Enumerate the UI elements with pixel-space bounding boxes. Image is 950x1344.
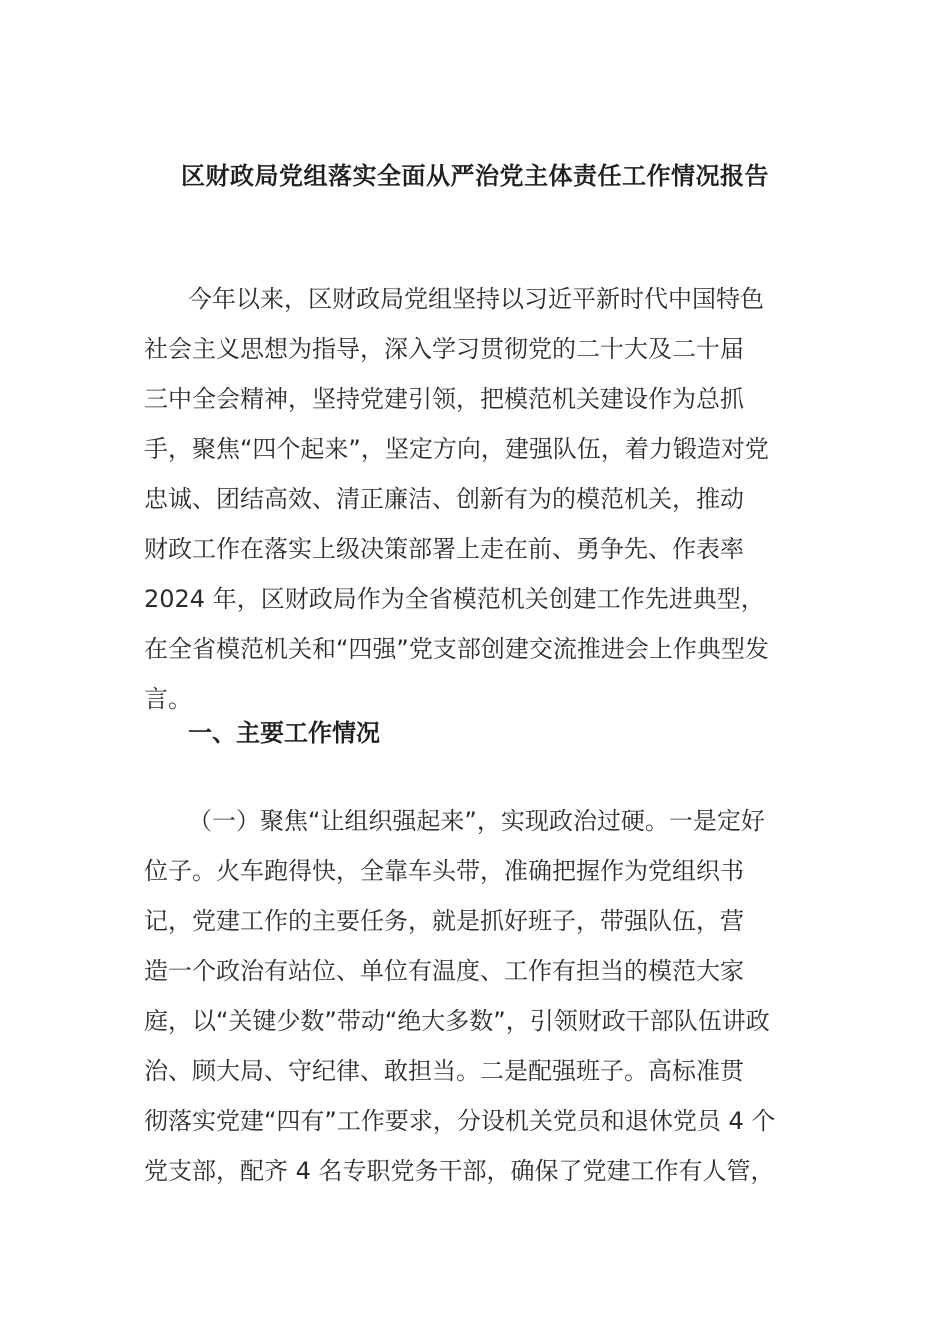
paragraph-line: 记，党建工作的主要任务，就是抓好班子，带强队伍，营 xyxy=(144,907,744,935)
paragraph-line: 今年以来，区财政局党组坚持以习近平新时代中国特色 xyxy=(188,285,764,313)
paragraph-line: 彻落实党建“四有”工作要求，分设机关党员和退休党员 4 个 xyxy=(144,1107,776,1135)
paragraph-line: （一）聚焦“让组织强起来”，实现政治过硬。一是定好 xyxy=(188,807,765,835)
paragraph-line: 忠诚、团结高效、清正廉洁、创新有为的模范机关，推动 xyxy=(144,485,744,513)
paragraph-line: 庭，以“关键少数”带动“绝大多数”，引领财政干部队伍讲政 xyxy=(144,1007,770,1035)
paragraph-line: 在全省模范机关和“四强”党支部创建交流推进会上作典型发 xyxy=(144,635,769,663)
paragraph-line: 造一个政治有站位、单位有温度、工作有担当的模范大家 xyxy=(144,957,744,985)
paragraph-line: 手，聚焦“四个起来”，坚定方向，建强队伍，着力锻造对党 xyxy=(144,435,769,463)
paragraph-line: 言。 xyxy=(144,685,192,713)
paragraph-line: 2024 年，区财政局作为全省模范机关创建工作先进典型， xyxy=(144,585,765,613)
paragraph-line: 治、顾大局、守纪律、敢担当。二是配强班子。高标准贯 xyxy=(144,1057,744,1085)
document-title: 区财政局党组落实全面从严治党主体责任工作情况报告 xyxy=(181,162,769,190)
paragraph-intro xyxy=(144,274,844,724)
paragraph-line: 位子。火车跑得快，全靠车头带，准确把握作为党组织书 xyxy=(144,857,744,885)
section-heading: 一、主要工作情况 xyxy=(188,719,380,747)
paragraph-line: 党支部，配齐 4 名专职党务干部，确保了党建工作有人管， xyxy=(144,1157,775,1185)
paragraph-line: 财政工作在落实上级决策部署上走在前、勇争先、作表率 xyxy=(144,535,744,563)
paragraph-line: 三中全会精神，坚持党建引领，把模范机关建设作为总抓 xyxy=(144,385,744,413)
paragraph-section1 xyxy=(144,796,844,1196)
paragraph-line: 社会主义思想为指导，深入学习贯彻党的二十大及二十届 xyxy=(144,335,744,363)
